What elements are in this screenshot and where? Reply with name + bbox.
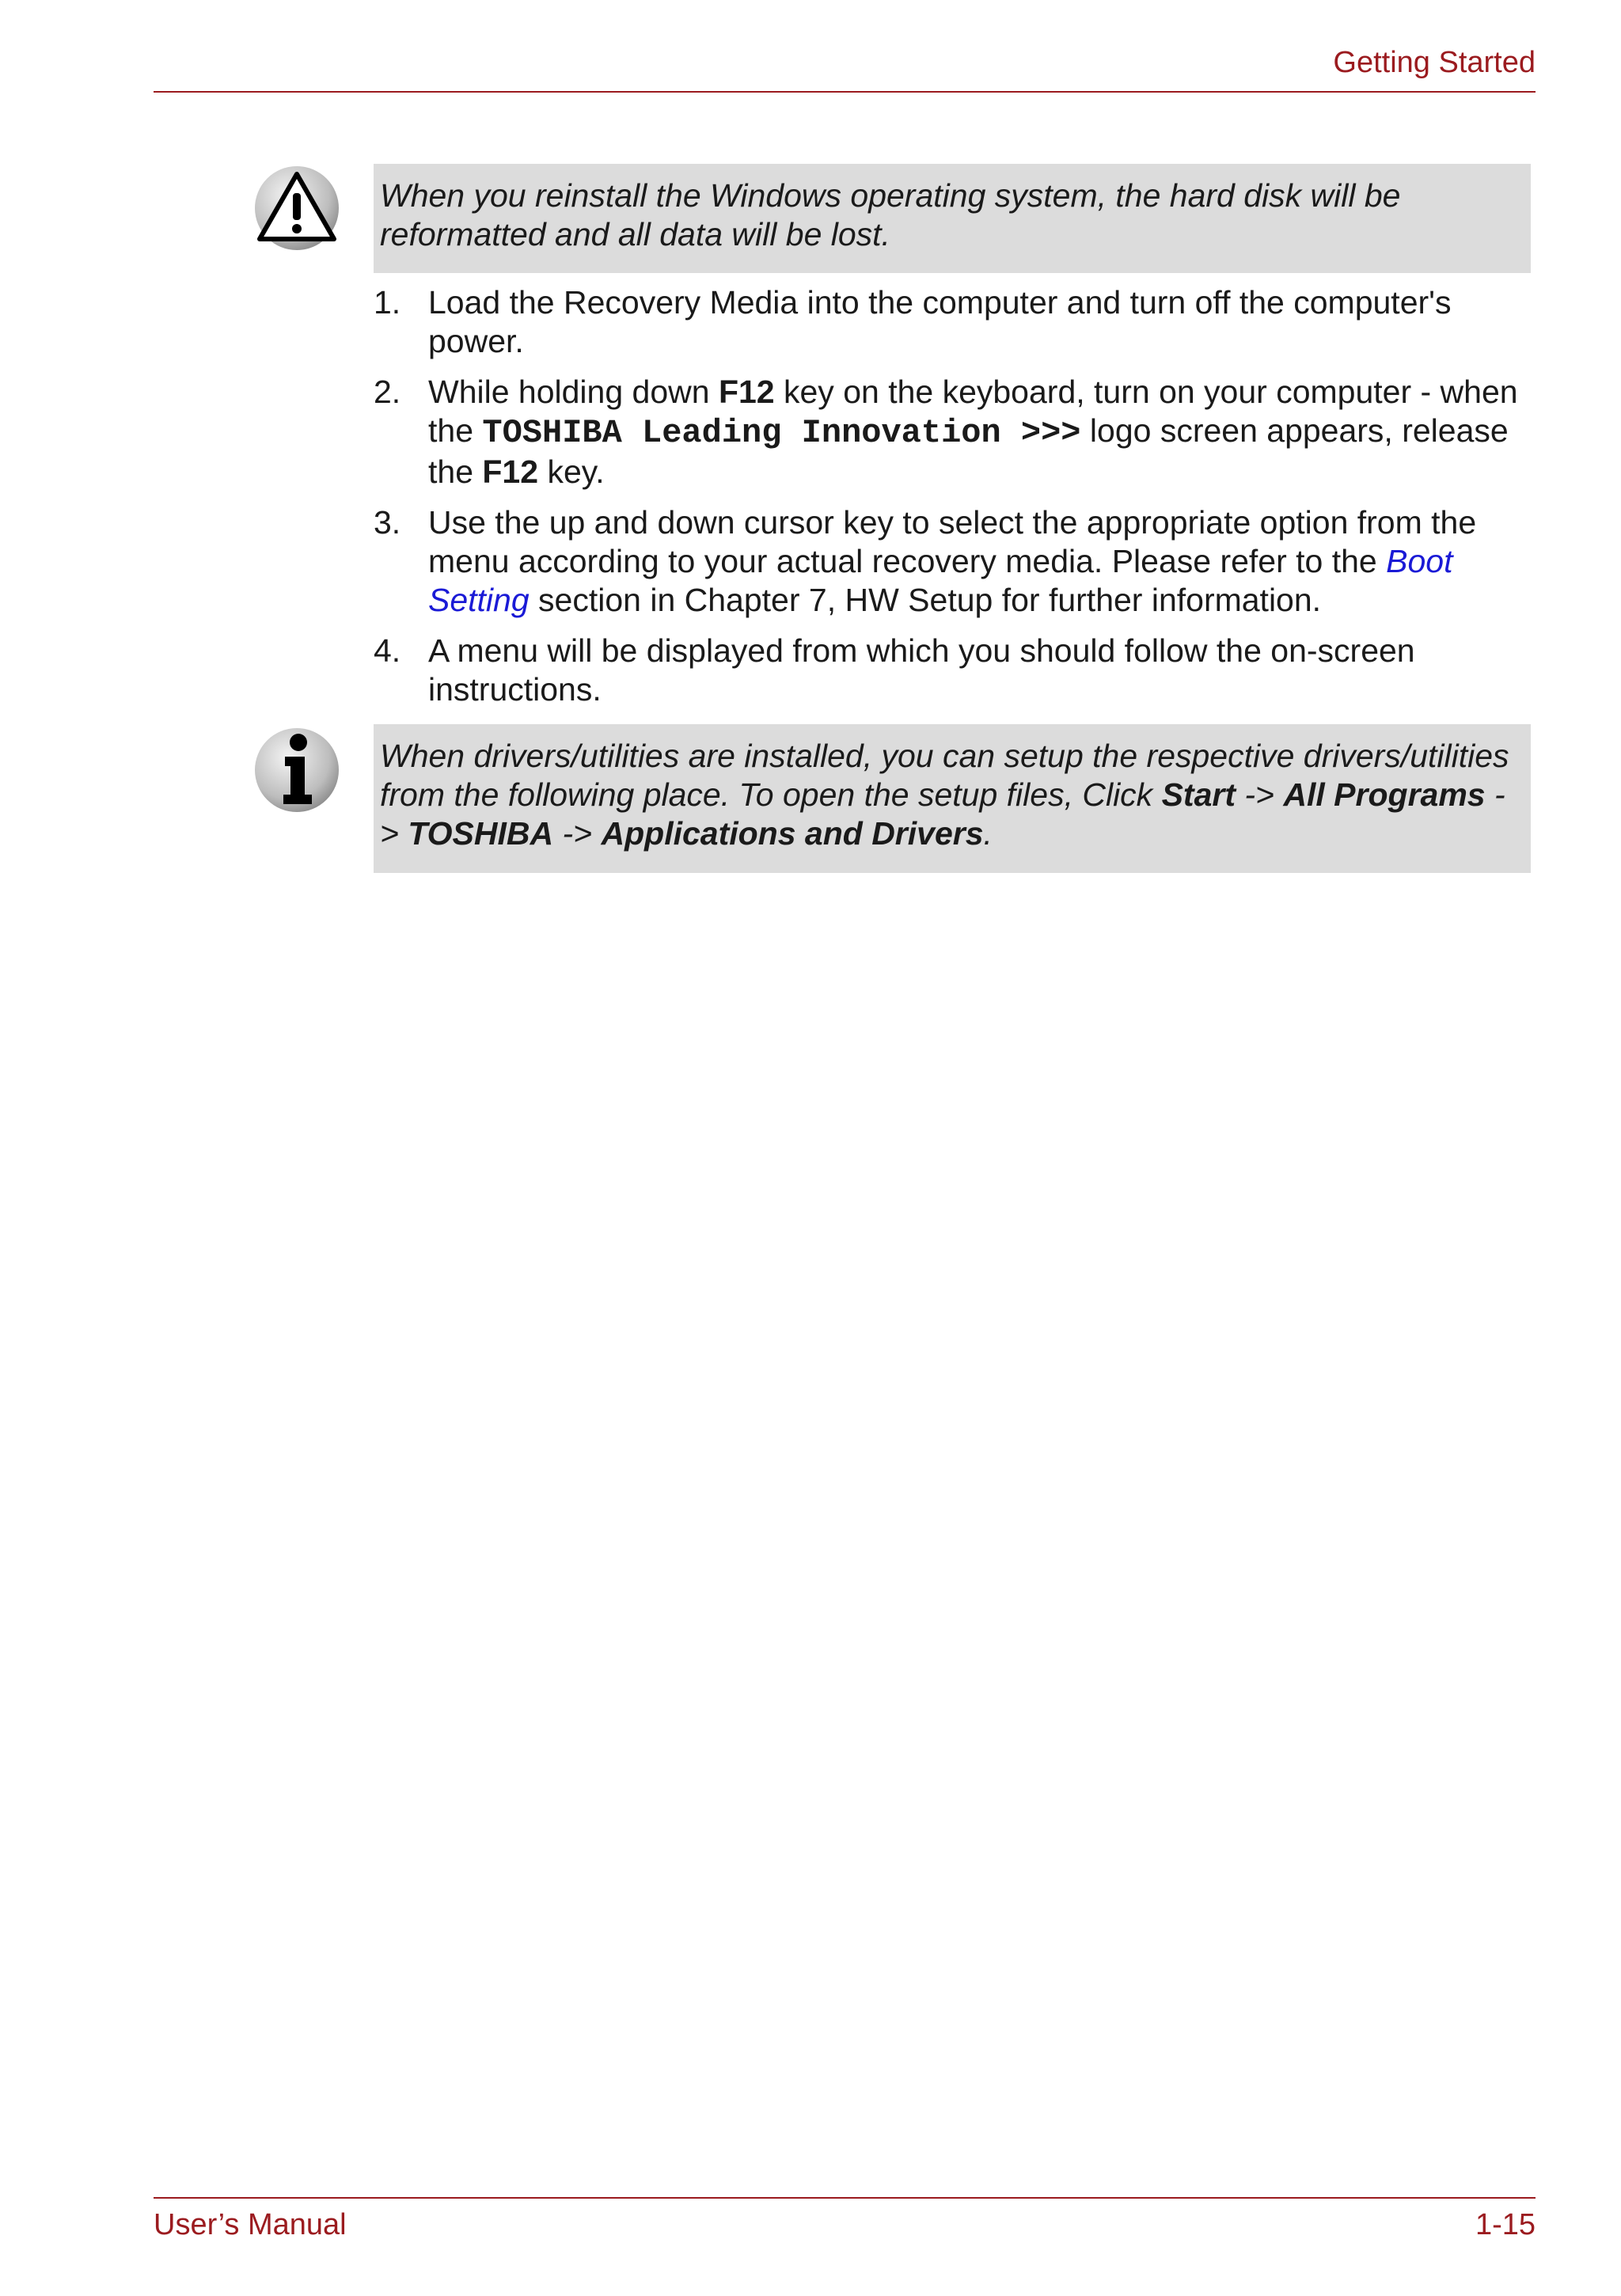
menu-toshiba: TOSHIBA (408, 815, 554, 852)
page-header-title: Getting Started (1333, 46, 1536, 79)
list-item (374, 283, 1529, 361)
key-f12: F12 (482, 454, 539, 490)
info-note (374, 724, 1531, 873)
recovery-steps-list (374, 283, 1529, 721)
step-text: Use the up and down cursor key to select the appropriate option from the menu according to your actual recovery media. Please refer to the (428, 504, 1477, 579)
info-note-text: When drivers/utilities are installed, you can setup the respective drivers/utilities from the following place. To open the setup files, Click (380, 738, 1509, 813)
step-text: Load the Recovery Media into the computer and turn off the computer's power. (428, 284, 1452, 359)
step-text: section in Chapter 7, HW Setup for further information. (529, 582, 1322, 618)
list-item (374, 503, 1529, 620)
info-note-text: . (983, 815, 993, 852)
step-text: While holding down (428, 374, 719, 410)
key-f12: F12 (718, 374, 775, 410)
step-text: key. (538, 454, 605, 490)
page-number: 1-15 (1475, 2208, 1536, 2241)
warning-note (374, 164, 1531, 273)
footer-rule (154, 2197, 1536, 2199)
step-text: A menu will be displayed from which you should follow the on-screen instructions. (428, 632, 1415, 708)
list-item (374, 373, 1529, 491)
header-rule (154, 91, 1536, 93)
boot-setting-link[interactable]: Boot Setting (428, 543, 1453, 618)
warning-triangle-icon (253, 165, 340, 252)
step-number: 3. (374, 504, 401, 541)
step-text: key on the keyboard, turn on your computer - when the (428, 374, 1518, 449)
step-number: 4. (374, 632, 401, 669)
info-note-text: -> (380, 776, 1505, 852)
menu-applications-and-drivers: Applications and Drivers (601, 815, 984, 852)
toshiba-logo-text: TOSHIBA Leading Innovation >>> (482, 414, 1081, 452)
warning-note-text: When you reinstall the Windows operating system, the hard disk will be reformatted and all data will be lost. (380, 177, 1401, 252)
step-number: 1. (374, 284, 401, 321)
footer-manual-title: User’s Manual (154, 2208, 347, 2241)
menu-start: Start (1161, 776, 1236, 813)
info-note-text: -> (553, 815, 602, 852)
menu-all-programs: All Programs (1283, 776, 1486, 813)
list-item (374, 632, 1529, 709)
step-text: logo screen appears, release the (428, 412, 1509, 490)
info-note-text: -> (1236, 776, 1284, 813)
info-icon (253, 727, 340, 814)
step-number: 2. (374, 374, 401, 410)
